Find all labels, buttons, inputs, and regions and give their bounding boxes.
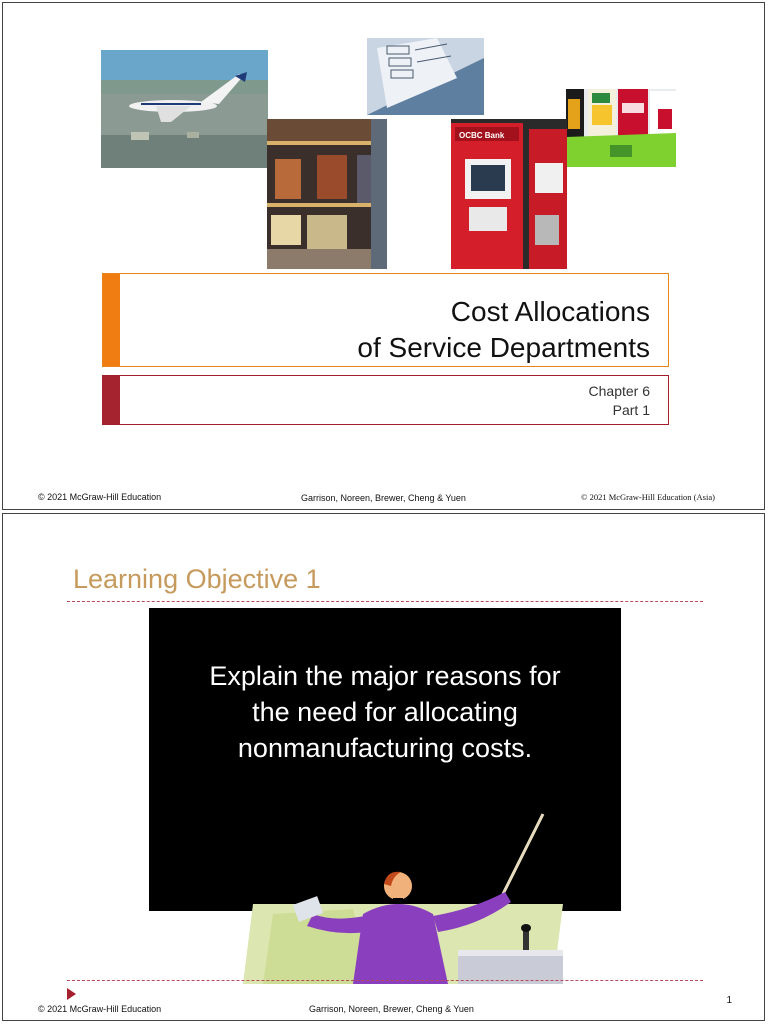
atm-photo (451, 119, 567, 269)
bottom-dashed-divider (67, 980, 703, 981)
footer-authors: Garrison, Noreen, Brewer, Cheng & Yuen (301, 493, 466, 503)
monitor-photo (367, 38, 484, 115)
board-text (149, 658, 621, 766)
subtitle-box (102, 375, 669, 425)
slide-1 (2, 2, 765, 510)
drinks-photo (566, 89, 676, 167)
title-line-1: Cost Allocations (450, 296, 650, 327)
atm-bank-sign: OCBC Bank (459, 131, 505, 140)
title-accent-bar (103, 274, 120, 366)
part-label: Part 1 (612, 402, 650, 418)
footer-copyright-asia: © 2021 McGraw-Hill Education (Asia) (581, 492, 715, 502)
subtitle-accent-bar (103, 376, 120, 424)
learning-objective-heading: Learning Objective 1 (73, 564, 321, 594)
board-line-2: the need for allocating (252, 697, 518, 727)
board-line-3: nonmanufacturing costs. (237, 733, 533, 763)
mall-photo (267, 119, 387, 269)
title-box (102, 273, 669, 367)
presenter-illustration (233, 804, 573, 984)
top-dashed-divider (67, 601, 703, 602)
chapter-label: Chapter 6 (588, 383, 650, 399)
footer-authors: Garrison, Noreen, Brewer, Cheng & Yuen (309, 1004, 474, 1014)
board-line-1: Explain the major reasons for (209, 661, 561, 691)
page-number: 1 (726, 995, 732, 1006)
airplane-photo (101, 50, 268, 168)
footer-copyright: © 2021 McGraw-Hill Education (38, 492, 162, 502)
title-line-2: of Service Departments (357, 332, 650, 363)
footer-copyright: © 2021 McGraw-Hill Education (38, 1004, 162, 1014)
slide-2 (2, 513, 765, 1021)
triangle-bullet-icon (67, 988, 76, 1000)
